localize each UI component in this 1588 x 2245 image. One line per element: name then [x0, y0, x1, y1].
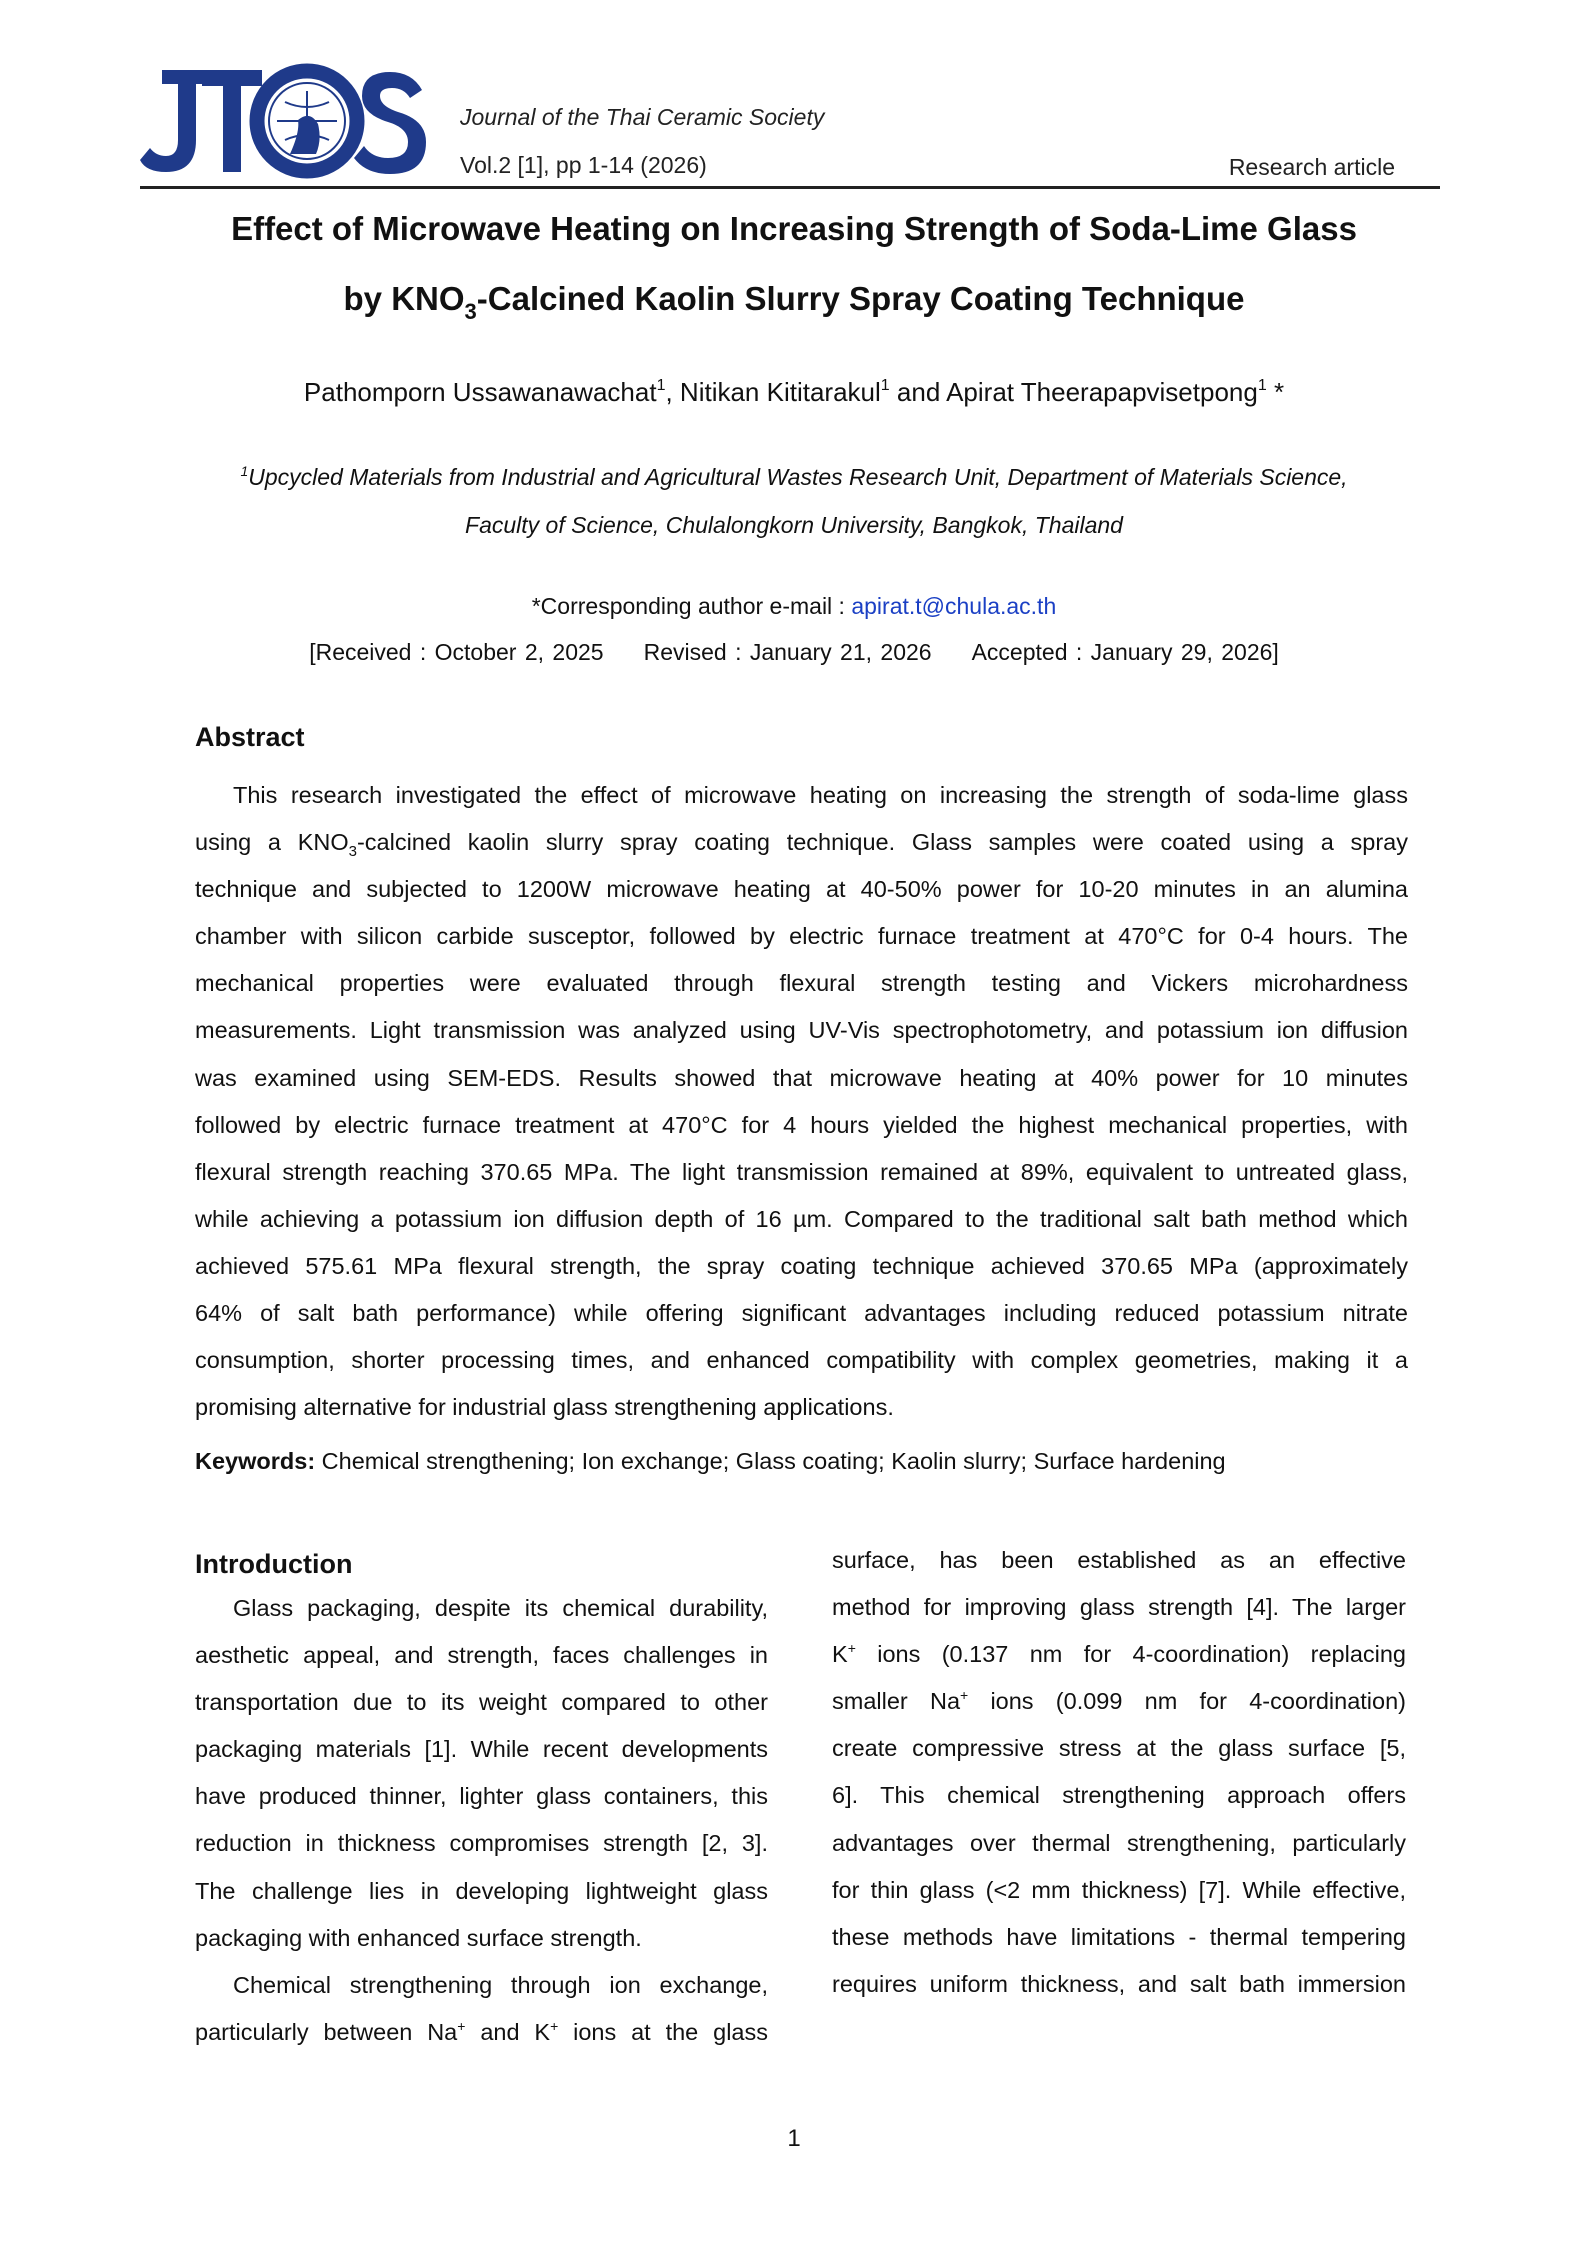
abstract-line: measurements. Light transmission was analyzed using UV-Vis spectrophotometry, and potassium ion diffusion — [195, 1017, 1408, 1044]
body-line: surface, has been established as an effective — [832, 1547, 1406, 1573]
abstract-line: chamber with silicon carbide susceptor, followed by electric furnace treatment at 470°C for 0-4 hours. The — [195, 923, 1408, 950]
body-line: packaging materials [1]. While recent developments — [195, 1736, 768, 1763]
page-number: 1 — [787, 2125, 801, 2152]
abstract-line: was examined using SEM-EDS. Results showed that microwave heating at 40% power for 10 minutes — [195, 1064, 1408, 1091]
body-line: packaging with enhanced surface strength. — [195, 1924, 642, 1951]
body-line: aesthetic appeal, and strength, faces challenges in — [195, 1642, 768, 1669]
paper-title-line-2: by $KNO_3$-Calcined Kaolin Slurry Spray Coating Technique — [343, 280, 1245, 324]
journal-volume-info: Vol.2 [1], pp 1-14 (2026) — [460, 152, 707, 178]
body-line: Chemical strengthening through ion exchange, — [233, 1971, 768, 1998]
body-line: Glass packaging, despite its chemical durability, — [233, 1595, 768, 1621]
author-name: Nitikan Kititarakul — [679, 377, 881, 407]
accepted-date: Accepted : January 29, 2026] — [971, 639, 1279, 665]
abstract-line: using a $KNO_3$-calcined kaolin slurry spray coating technique. Glass samples were coated using a spray — [195, 829, 1408, 861]
body-column-left — [195, 1585, 768, 2056]
abstract-line: 64% of salt bath performance) while offering significant advantages including reduced potassium nitrate — [195, 1300, 1408, 1327]
affiliation-line-2: Faculty of Science, Chulalongkorn University, Bangkok, Thailand — [465, 512, 1123, 538]
body-line: create compressive stress at the glass surface [5, — [832, 1735, 1406, 1762]
abstract-line: achieved 575.61 MPa flexural strength, the spray coating technique achieved 370.65 MPa (approximately — [195, 1252, 1408, 1279]
body-line: transportation due to its weight compared to other — [195, 1689, 768, 1716]
body-line: reduction in thickness compromises strength [2, 3]. — [195, 1830, 768, 1857]
journal-name: Journal of the Thai Ceramic Society — [460, 104, 825, 130]
publication-dates — [0, 639, 1588, 666]
paper-title-line-1: Effect of Microwave Heating on Increasing Strength of Soda-Lime Glass — [231, 210, 1357, 247]
corresponding-email-link[interactable]: apirat.t@chula.ac.th — [851, 593, 1057, 619]
abstract-heading: Abstract — [195, 722, 305, 752]
abstract-line: flexural strength reaching 370.65 MPa. The light transmission remained at 89%, equivalent to untreated glass, — [195, 1158, 1408, 1185]
body-line: 6]. This chemical strengthening approach offers — [832, 1782, 1406, 1809]
received-date: [Received : October 2, 2025 — [309, 639, 604, 665]
header-rule — [140, 186, 1440, 189]
introduction-heading: Introduction — [195, 1549, 353, 1579]
abstract-line: promising alternative for industrial glass strengthening applications. — [195, 1394, 894, 1421]
abstract-line: consumption, shorter processing times, and enhanced compatibility with complex geometries, making it a — [195, 1347, 1408, 1374]
author-list: Pathomporn Ussawanawachat$^1$, Nitikan Kititarakul$^1$ and Apirat Theerapapvisetpong$^1$ * — [303, 377, 1285, 407]
keywords — [195, 1448, 1226, 1475]
journal-logo — [140, 62, 430, 180]
affiliation-line-1: $^1$Upcycled Materials from Industrial and Agricultural Wastes Research Unit, Department of Materials Science, — [240, 463, 1348, 490]
keywords-text: Chemical strengthening; Ion exchange; Glass coating; Kaolin slurry; Surface hardening — [315, 1448, 1226, 1474]
body-line: have produced thinner, lighter glass containers, this — [195, 1783, 768, 1810]
article-type-label: Research article — [1228, 154, 1395, 180]
abstract-line: followed by electric furnace treatment at 470°C for 4 hours yielded the highest mechanical properties, with — [195, 1111, 1408, 1138]
abstract-line: while achieving a potassium ion diffusion depth of 16 µm. Compared to the traditional salt bath method which — [195, 1205, 1408, 1232]
abstract-line: This research investigated the effect of microwave heating on increasing the strength of soda-lime glass — [233, 782, 1408, 808]
keywords-label: Keywords: — [195, 1448, 316, 1474]
body-line: method for improving glass strength [4]. The larger — [832, 1594, 1406, 1621]
abstract-line: technique and subjected to 1200W microwave heating at 40-50% power for 10-20 minutes in an alumina — [195, 876, 1408, 903]
author-name: Apirat Theerapapvisetpong — [946, 377, 1258, 407]
abstract-body — [195, 772, 1408, 1431]
corresponding-author: *Corresponding author e-mail : apirat.t@chula.ac.th — [531, 593, 1057, 619]
body-line: smaller Na+ ions (0.099 nm for 4-coordination) — [832, 1687, 1406, 1715]
body-line: for thin glass (<2 mm thickness) [7]. While effective, — [832, 1876, 1406, 1903]
author-name: Pathomporn Ussawanawachat — [303, 377, 657, 407]
body-line: requires uniform thickness, and salt bath immersion — [832, 1970, 1406, 1997]
body-line: these methods have limitations - thermal tempering — [832, 1923, 1406, 1950]
body-line: K+ ions (0.137 nm for 4-coordination) replacing — [832, 1640, 1406, 1668]
body-line: advantages over thermal strengthening, particularly — [832, 1829, 1406, 1856]
body-column-right — [832, 1537, 1406, 2008]
body-line: particularly between Na+ and K+ ions at the glass — [195, 2017, 768, 2045]
revised-date: Revised : January 21, 2026 — [643, 639, 932, 665]
body-line: The challenge lies in developing lightweight glass — [195, 1877, 768, 1904]
abstract-line: mechanical properties were evaluated through flexural strength testing and Vickers microhardness — [195, 970, 1408, 997]
